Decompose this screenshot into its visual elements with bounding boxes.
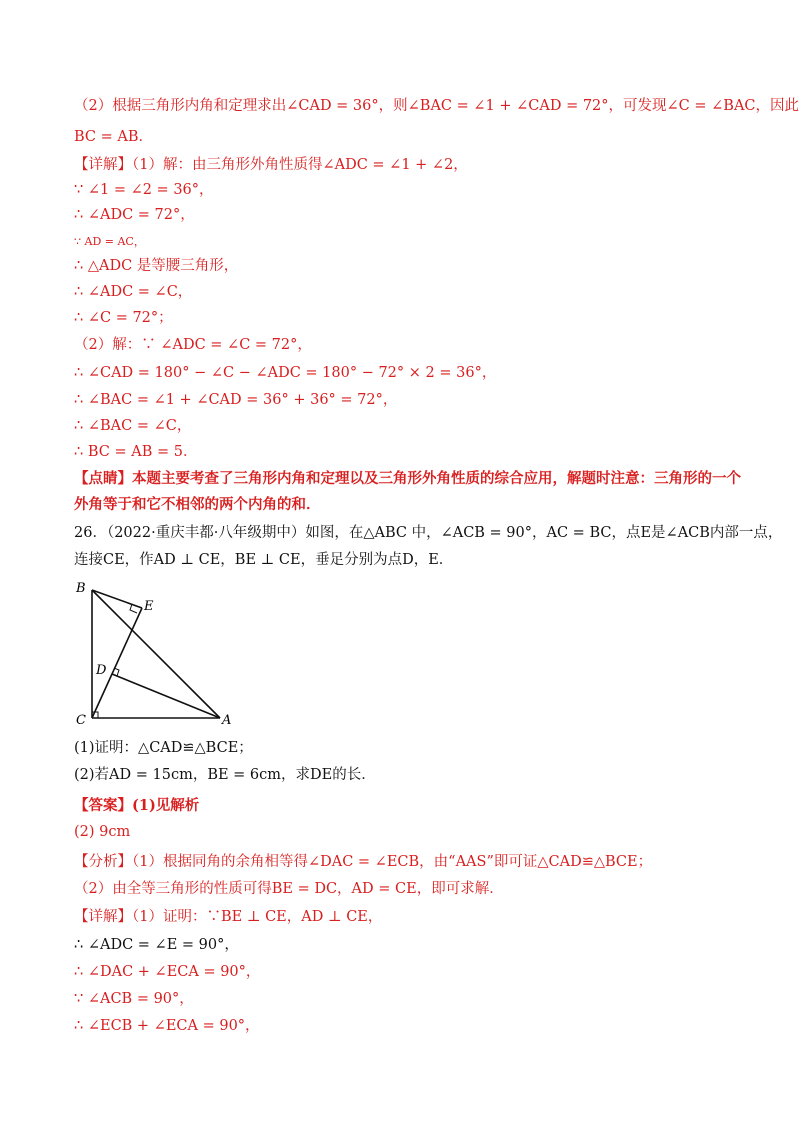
line-6: ∵ AD = AC， — [74, 235, 145, 248]
line-25: 【详解】（1）证明：∵BE ⊥ CE，AD ⊥ CE， — [74, 909, 383, 925]
line-28: ∵ ∠ACB = 90°， — [74, 991, 194, 1007]
line-16: 外角等于和它不相邻的两个内角的和． — [74, 496, 321, 513]
line-20: (2)若AD = 15cm，BE = 6cm，求DE的长． — [74, 767, 376, 783]
line-8: ∴ ∠ADC = ∠C， — [74, 284, 193, 300]
line-15: 【点睛】本题主要考查了三角形内角和定理以及三角形外角性质的综合应用，解题时注意：三角形的一个 — [74, 470, 741, 487]
line-1: （2）根据三角形内角和定理求出∠CAD = 36°，则∠BAC = ∠1 + ∠CAD = 72°，可发现∠C = ∠BAC，因此 — [74, 98, 800, 114]
line-7: ∴ △ADC 是等腰三角形， — [74, 258, 239, 274]
line-10: （2）解：∵ ∠ADC = ∠C = 72°， — [74, 337, 312, 353]
triangle-figure — [74, 576, 244, 726]
line-23: 【分析】（1）根据同角的余角相等得∠DAC = ∠ECB，由“AAS”即可证△CAD≌△BCE； — [74, 854, 653, 870]
line-24: （2）由全等三角形的性质可得BE = DC，AD = CE，即可求解． — [74, 881, 504, 897]
line-21: 【答案】(1)见解析 — [74, 797, 200, 814]
label-A: A — [222, 713, 232, 726]
label-E: E — [144, 599, 154, 614]
line-14: ∴ BC = AB = 5． — [74, 444, 198, 460]
line-3: 【详解】（1）解：由三角形外角性质得∠ADC = ∠1 + ∠2， — [74, 157, 468, 173]
line-22: (2) 9cm — [74, 824, 131, 840]
line-9: ∴ ∠C = 72°； — [74, 310, 173, 326]
line-27: ∴ ∠DAC + ∠ECA = 90°， — [74, 964, 261, 980]
line-13: ∴ ∠BAC = ∠C， — [74, 418, 192, 434]
line-18: 连接CE，作AD ⊥ CE，BE ⊥ CE，垂足分别为点D，E． — [74, 552, 454, 568]
line-17: 26．（2022·重庆丰都·八年级期中）如图，在△ABC 中，∠ACB = 90°，AC = BC，点E是∠ACB内部一点， — [74, 525, 783, 541]
line-2: BC = AB． — [74, 129, 154, 145]
line-29: ∴ ∠ECB + ∠ECA = 90°， — [74, 1018, 260, 1034]
label-B: B — [76, 581, 86, 596]
label-C: C — [76, 713, 86, 726]
line-12: ∴ ∠BAC = ∠1 + ∠CAD = 36° + 36° = 72°， — [74, 392, 398, 408]
line-19: (1)证明：△CAD≌△BCE； — [74, 740, 253, 756]
line-26: ∴ ∠ADC = ∠E = 90°， — [74, 937, 239, 953]
label-D: D — [96, 663, 107, 678]
line-5: ∴ ∠ADC = 72°， — [74, 207, 195, 223]
line-11: ∴ ∠CAD = 180° − ∠C − ∠ADC = 180° − 72° × 2 = 36°， — [74, 365, 497, 381]
line-4: ∵ ∠1 = ∠2 = 36°， — [74, 182, 214, 198]
